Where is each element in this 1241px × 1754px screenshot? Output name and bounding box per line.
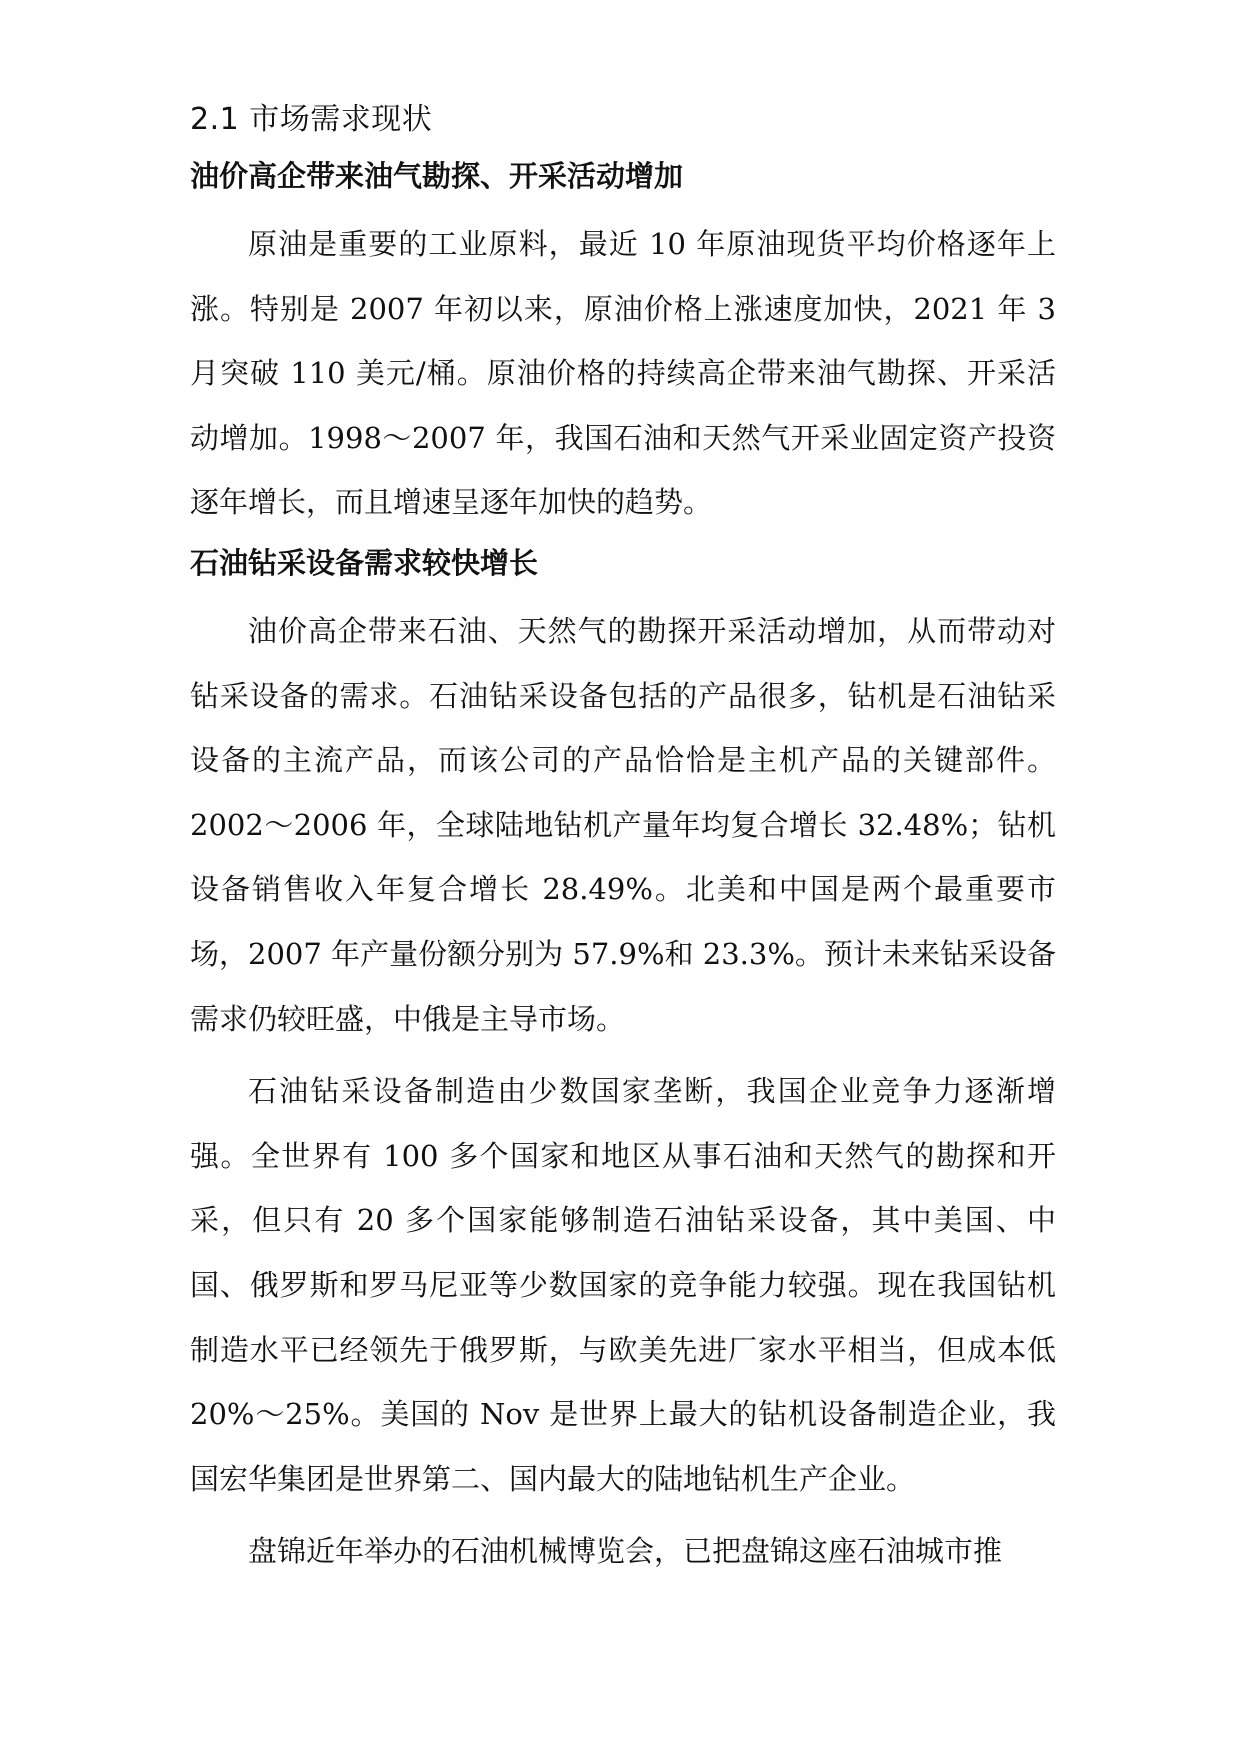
paragraph-drilling-demand: 油价高企带来石油、天然气的勘探开采活动增加，从而带动对钻采设备的需求。石油钻采设备包括的产品很多，钻机是石油钻采设备的主流产品，而该公司的产品恰恰是主机产品的关键部件。2002～2006 年，全球陆地钻机产量年均复合增长 32.48%；钻机设备销售收入年复合增长 28.49%。北美和中国是两个最重要市场，2007 年产量份额分别为 57.9%和 23.3%。预计未来钻采设备需求仍较旺盛，中俄是主导市场。 [190,613,1056,1036]
paragraph-oil-price: 原油是重要的工业原料，最近 10 年原油现货平均价格逐年上涨。特别是 2007 年初以来，原油价格上涨速度加快，2021 年 3 月突破 110 美元/桶。原油价格的持续高企带来油气勘探、开采活动增加。1998～2007 年，我国石油和天然气开采业固定资产投资逐年增长，而且增速呈逐年加快的趋势。 [190,227,1056,520]
sub-heading-oil-price: 油价高企带来油气勘探、开采活动增加 [190,159,684,193]
paragraph-manufacturing-competition: 石油钻采设备制造由少数国家垄断，我国企业竞争力逐渐增强。全世界有 100 多个国家和地区从事石油和天然气的勘探和开采，但只有 20 多个国家能够制造石油钻采设备，其中美国、中国、俄罗斯和罗马尼亚等少数国家的竞争能力较强。现在我国钻机制造水平已经领先于俄罗斯，与欧美先进厂家水平相当，但成本低 20%～25%。美国的 Nov 是世界上最大的钻机设备制造企业，我国宏华集团是世界第二、国内最大的陆地钻机生产企业。 [190,1074,1056,1496]
sub-heading-drilling-demand: 石油钻采设备需求较快增长 [190,545,539,580]
document-body [190,100,1056,1586]
paragraph-panjin-expo: 盘锦近年举办的石油机械博览会，已把盘锦这座石油城市推 [248,1534,1003,1569]
section-title: 2.1 市场需求现状 [190,102,433,137]
